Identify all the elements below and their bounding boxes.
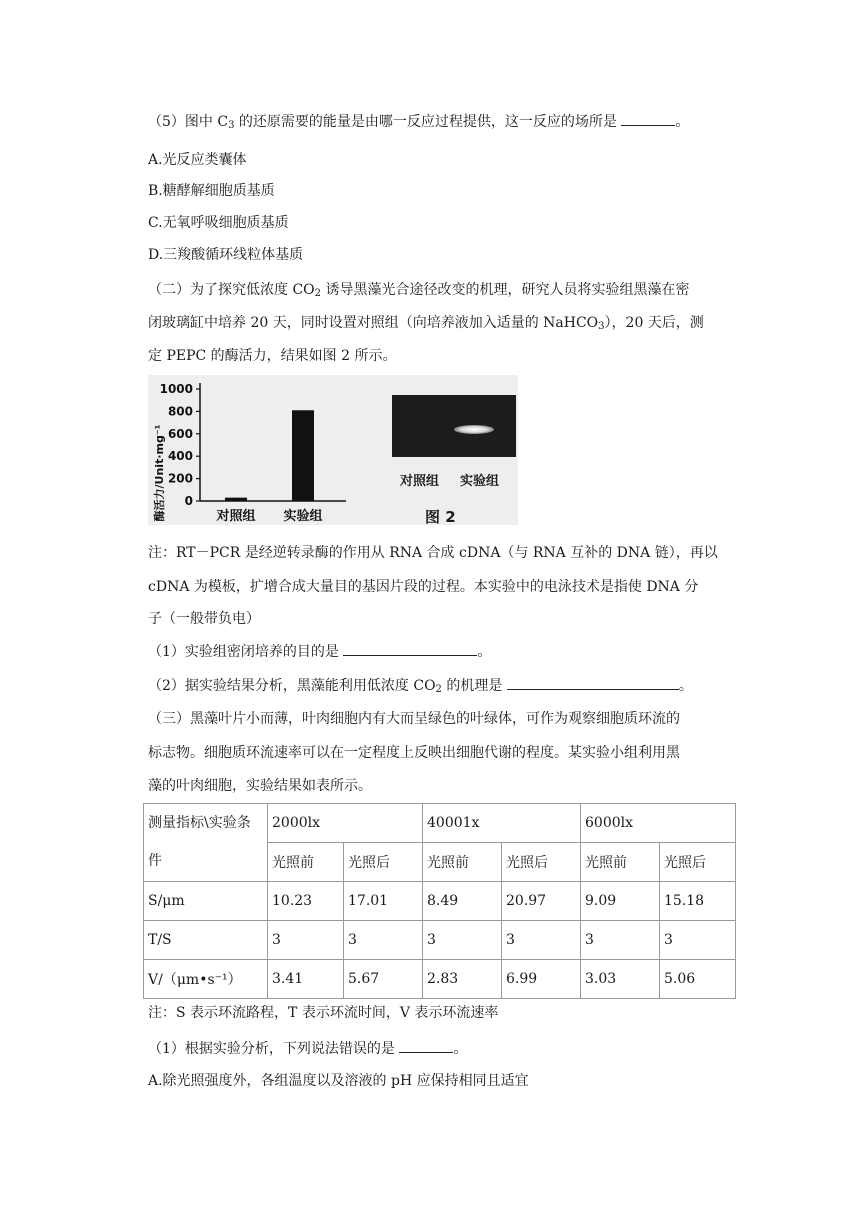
table-cell: 3 bbox=[660, 921, 736, 960]
option-c: C.无氧呼吸细胞质基质 bbox=[148, 215, 289, 231]
sub-header: 光照后 bbox=[660, 843, 736, 882]
table-corner-header: 测量指标\实验条 件 bbox=[144, 804, 268, 882]
figure-caption: 图 2 bbox=[425, 508, 456, 526]
part3-line: （三）黑藻叶片小而薄，叶肉细胞内有大而呈绿色的叶绿体，可作为观察细胞质环流的 bbox=[148, 711, 680, 727]
sub-header: 光照前 bbox=[423, 843, 502, 882]
table-cell: 3.41 bbox=[268, 960, 344, 999]
part3-line: 藻的叶肉细胞，实验结果如表所示。 bbox=[148, 778, 372, 794]
y-tick-label: 1000 bbox=[159, 382, 193, 396]
option-b: B.糖酵解细胞质基质 bbox=[148, 183, 275, 199]
note-line: 注：RT－PCR 是经逆转录酶的作用从 RNA 合成 cDNA（与 RNA 互补的 DNA 链），再以 bbox=[148, 545, 718, 561]
answer-blank[interactable] bbox=[399, 1040, 453, 1053]
y-tick-label: 800 bbox=[167, 404, 193, 419]
results-table bbox=[143, 803, 736, 999]
note-line: 子（一般带负电） bbox=[148, 611, 260, 627]
sub-header: 光照前 bbox=[268, 843, 344, 882]
table-note: 注：S 表示环流路程，T 表示环流时间，V 表示环流速率 bbox=[148, 1005, 499, 1021]
subscript: 3 bbox=[228, 120, 235, 131]
table-row bbox=[144, 921, 736, 960]
table-cell: 9.09 bbox=[581, 882, 660, 921]
question-2-1: （1）实验组密闭培养的目的是 。 bbox=[148, 644, 492, 660]
option-a: A.光反应类囊体 bbox=[148, 152, 247, 168]
note-line: cDNA 为模板，扩增合成大量目的基因片段的过程。本实验中的电泳技术是指使 DNA 分 bbox=[148, 579, 699, 595]
y-tick-label: 0 bbox=[184, 494, 193, 508]
y-tick-label: 200 bbox=[167, 471, 193, 486]
gel-label-experiment: 实验组 bbox=[460, 474, 500, 489]
table-cell: 5.67 bbox=[344, 960, 423, 999]
y-tick-label: 400 bbox=[167, 449, 193, 464]
row-label: T/S bbox=[144, 921, 268, 960]
condition-header: 2000lx bbox=[268, 804, 423, 843]
figure-2 bbox=[148, 375, 518, 525]
row-label: S/μm bbox=[144, 882, 268, 921]
table-cell: 3.03 bbox=[581, 960, 660, 999]
table-row bbox=[144, 882, 736, 921]
table-cell: 17.01 bbox=[344, 882, 423, 921]
sub-header: 光照前 bbox=[581, 843, 660, 882]
table-cell: 3 bbox=[502, 921, 581, 960]
table-cell: 15.18 bbox=[660, 882, 736, 921]
table-cell: 8.49 bbox=[423, 882, 502, 921]
x-category-label: 对照组 bbox=[216, 509, 256, 524]
table-cell: 5.06 bbox=[660, 960, 736, 999]
table-cell: 3 bbox=[581, 921, 660, 960]
x-category-label: 实验组 bbox=[283, 509, 323, 524]
subscript: 2 bbox=[435, 684, 442, 695]
table-cell: 2.83 bbox=[423, 960, 502, 999]
sub-header: 光照后 bbox=[344, 843, 423, 882]
question-3-1: （1）根据实验分析，下列说法错误的是 。 bbox=[148, 1041, 468, 1057]
row-label: V/（μm•s⁻¹） bbox=[144, 960, 268, 999]
sub-header: 光照后 bbox=[502, 843, 581, 882]
y-axis-label: 酶活力/Unit·mg⁻¹ bbox=[153, 424, 166, 522]
table-cell: 6.99 bbox=[502, 960, 581, 999]
gel-band bbox=[454, 425, 494, 434]
table-cell: 3 bbox=[423, 921, 502, 960]
subscript: 3 bbox=[598, 321, 605, 332]
option-d: D.三羧酸循环线粒体基质 bbox=[148, 247, 304, 263]
bar bbox=[292, 410, 314, 501]
table-row bbox=[144, 960, 736, 999]
table-cell: 20.97 bbox=[502, 882, 581, 921]
bar-chart bbox=[148, 375, 368, 525]
q5-text: 的还原需要的能量是由哪一反应过程提供，这一反应的场所是 bbox=[234, 114, 617, 130]
part2-line: 定 PEPC 的酶活力，结果如图 2 所示。 bbox=[148, 348, 397, 364]
subscript: 2 bbox=[314, 288, 322, 299]
table-cell: 10.23 bbox=[268, 882, 344, 921]
condition-header: 6000lx bbox=[581, 804, 736, 843]
part2-line: （二）为了探究低浓度 $CO_2$ 诱导黑藻光合途径改变的机理，研究人员将实验组黑藻在密 bbox=[148, 282, 690, 299]
gel-image bbox=[392, 395, 516, 457]
part2-line: 闭玻璃缸中培养 20 天，同时设置对照组（向培养液加入适量的 NaHCO$_3$），20 天后，测 bbox=[148, 315, 704, 332]
gel-label-control: 对照组 bbox=[400, 474, 440, 489]
q5-text: （5）图中 C bbox=[148, 114, 229, 130]
table-cell: 3 bbox=[268, 921, 344, 960]
condition-header: 40001x bbox=[423, 804, 581, 843]
option-a: A.除光照强度外，各组温度以及溶液的 pH 应保持相同且适宜 bbox=[148, 1073, 529, 1089]
question-2-2: （2）据实验结果分析，黑藻能利用低浓度 $CO_2$ 的机理是 。 bbox=[148, 678, 693, 695]
y-tick-label: 600 bbox=[167, 426, 193, 441]
answer-blank[interactable] bbox=[621, 113, 675, 126]
part3-line: 标志物。细胞质环流速率可以在一定程度上反映出细胞代谢的程度。某实验小组利用黑 bbox=[148, 745, 680, 761]
question-5: （5）图中 $C_3$ 的还原需要的能量是由哪一反应过程提供，这一反应的场所是 。 bbox=[148, 114, 690, 131]
bar bbox=[225, 498, 247, 501]
answer-blank[interactable] bbox=[507, 677, 679, 690]
table-cell: 3 bbox=[344, 921, 423, 960]
answer-blank[interactable] bbox=[343, 643, 477, 656]
